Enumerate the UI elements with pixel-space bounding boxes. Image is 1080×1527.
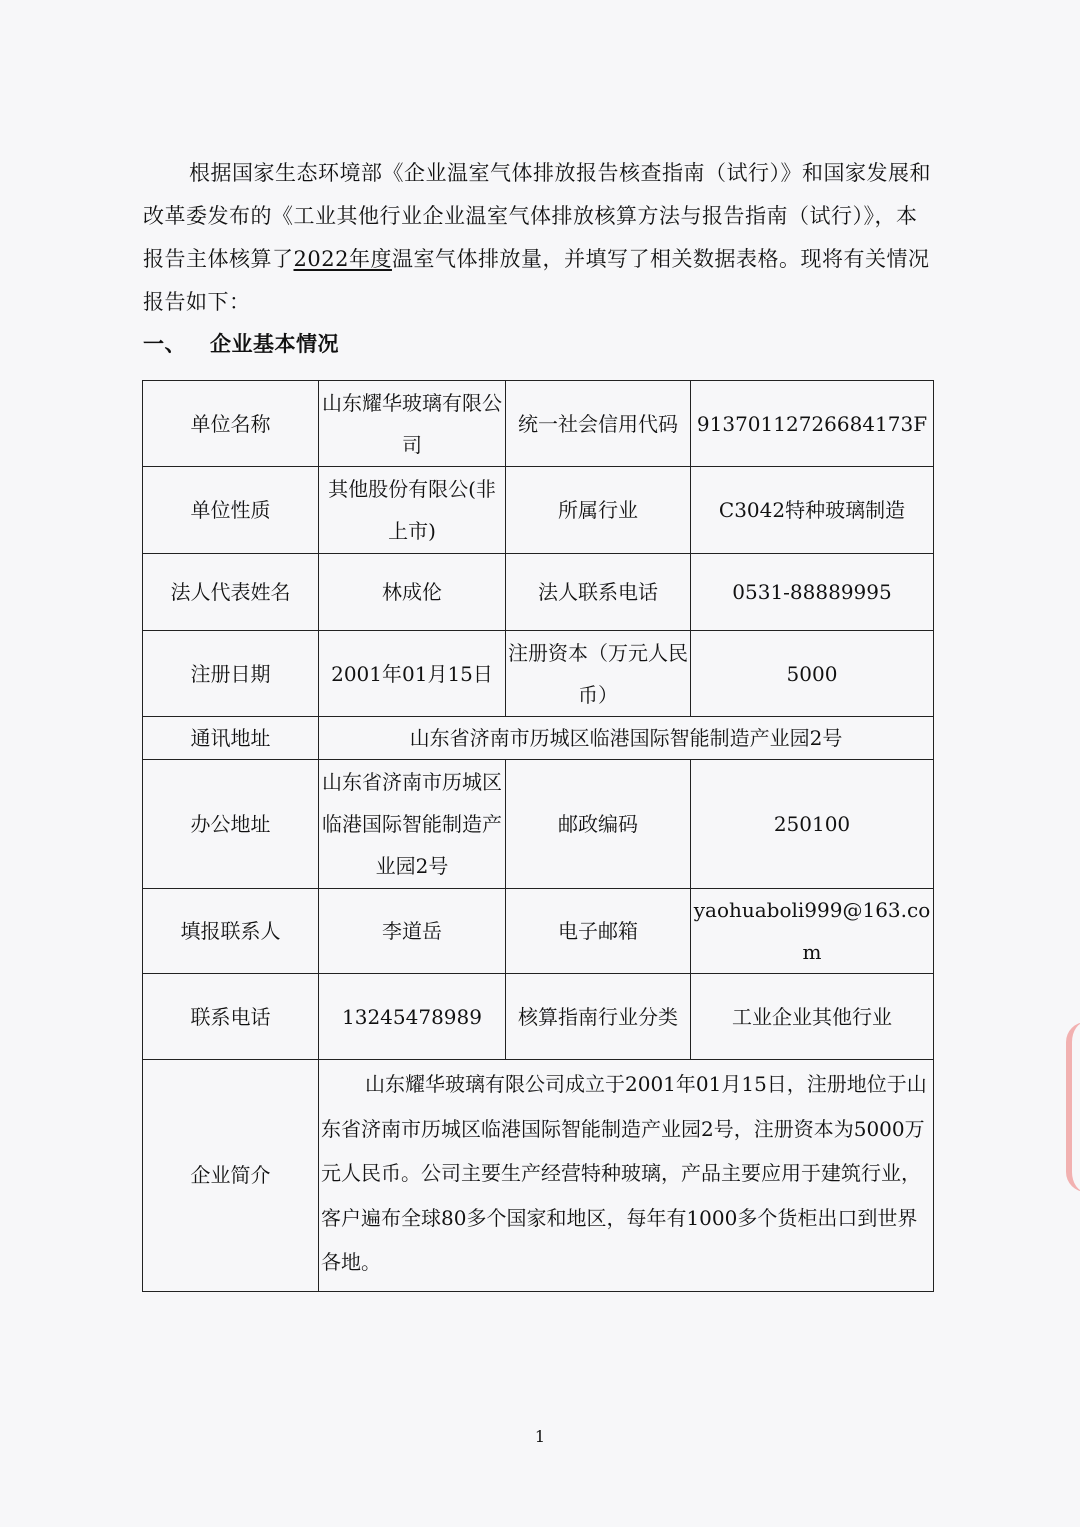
reg-date-value: 2001年01月15日 bbox=[319, 631, 506, 717]
table-row bbox=[143, 1060, 934, 1292]
legal-phone-label: 法人联系电话 bbox=[506, 554, 691, 631]
legal-phone-value: 0531-88889995 bbox=[691, 554, 934, 631]
table-row bbox=[143, 974, 934, 1060]
table-row bbox=[143, 760, 934, 889]
intro-paragraph bbox=[143, 152, 933, 324]
mail-address-value: 山东省济南市历城区临港国际智能制造产业园2号 bbox=[319, 717, 934, 760]
reg-date-label: 注册日期 bbox=[143, 631, 319, 717]
contact-value: 李道岳 bbox=[319, 889, 506, 974]
table-row bbox=[143, 631, 934, 717]
industry-value: C3042特种玻璃制造 bbox=[691, 467, 934, 554]
postcode-label: 邮政编码 bbox=[506, 760, 691, 889]
profile-cell bbox=[319, 1060, 934, 1292]
table-row bbox=[143, 467, 934, 554]
contact-label: 填报联系人 bbox=[143, 889, 319, 974]
phone-label: 联系电话 bbox=[143, 974, 319, 1060]
intro-text-1: 根据国家生态环境部《企业温室气体排放报告核查指南（试行）》和国家发展和改革委发布的《工业其他行业企业温室气体排放核算方法与报告指南（试行）》，本报告主体核算了 bbox=[143, 161, 931, 271]
unit-name-label: 单位名称 bbox=[143, 381, 319, 467]
page-number: 1 bbox=[534, 1427, 546, 1446]
profile-label: 企业简介 bbox=[143, 1060, 319, 1292]
guide-category-value: 工业企业其他行业 bbox=[691, 974, 934, 1060]
section-title: 企业基本情况 bbox=[210, 331, 339, 356]
reg-capital-value: 5000 bbox=[691, 631, 934, 717]
credit-code-value: 91370112726684173F bbox=[691, 381, 934, 467]
email-label: 电子邮箱 bbox=[506, 889, 691, 974]
office-address-label: 办公地址 bbox=[143, 760, 319, 889]
seal-stamp-edge bbox=[1066, 1022, 1080, 1192]
legal-rep-label: 法人代表姓名 bbox=[143, 554, 319, 631]
table-row bbox=[143, 717, 934, 760]
profile-value: 山东耀华玻璃有限公司成立于2001年01月15日，注册地位于山东省济南市历城区临港国际智能制造产业园2号，注册资本为5000万元人民币。公司主要生产经营特种玻璃，产品主要应用于建筑行业，客户遍布全球80多个国家和地区，每年有1000多个货柜出口到世界各地。 bbox=[321, 1072, 927, 1274]
phone-value: 13245478989 bbox=[319, 974, 506, 1060]
postcode-value: 250100 bbox=[691, 760, 934, 889]
section-number: 一、 bbox=[143, 331, 186, 356]
reg-capital-label: 注册资本（万元人民币） bbox=[506, 631, 691, 717]
table-row bbox=[143, 889, 934, 974]
legal-rep-value: 林成伦 bbox=[319, 554, 506, 631]
report-year: 2022年度 bbox=[293, 247, 392, 271]
intro-text-2: 温室气体排放量，并填写了相关数据表格。现将有关情况报告如下： bbox=[143, 247, 930, 314]
table-row bbox=[143, 554, 934, 631]
credit-code-label: 统一社会信用代码 bbox=[506, 381, 691, 467]
industry-label: 所属行业 bbox=[506, 467, 691, 554]
table-row bbox=[143, 381, 934, 467]
company-info-table bbox=[142, 380, 934, 1292]
unit-name-value: 山东耀华玻璃有限公司 bbox=[319, 381, 506, 467]
email-value: yaohuaboli999@163.com bbox=[691, 889, 934, 974]
office-address-value: 山东省济南市历城区临港国际智能制造产业园2号 bbox=[319, 760, 506, 889]
nature-value: 其他股份有限公(非上市) bbox=[319, 467, 506, 554]
nature-label: 单位性质 bbox=[143, 467, 319, 554]
mail-address-label: 通讯地址 bbox=[143, 717, 319, 760]
guide-category-label: 核算指南行业分类 bbox=[506, 974, 691, 1060]
section-heading bbox=[143, 328, 339, 358]
